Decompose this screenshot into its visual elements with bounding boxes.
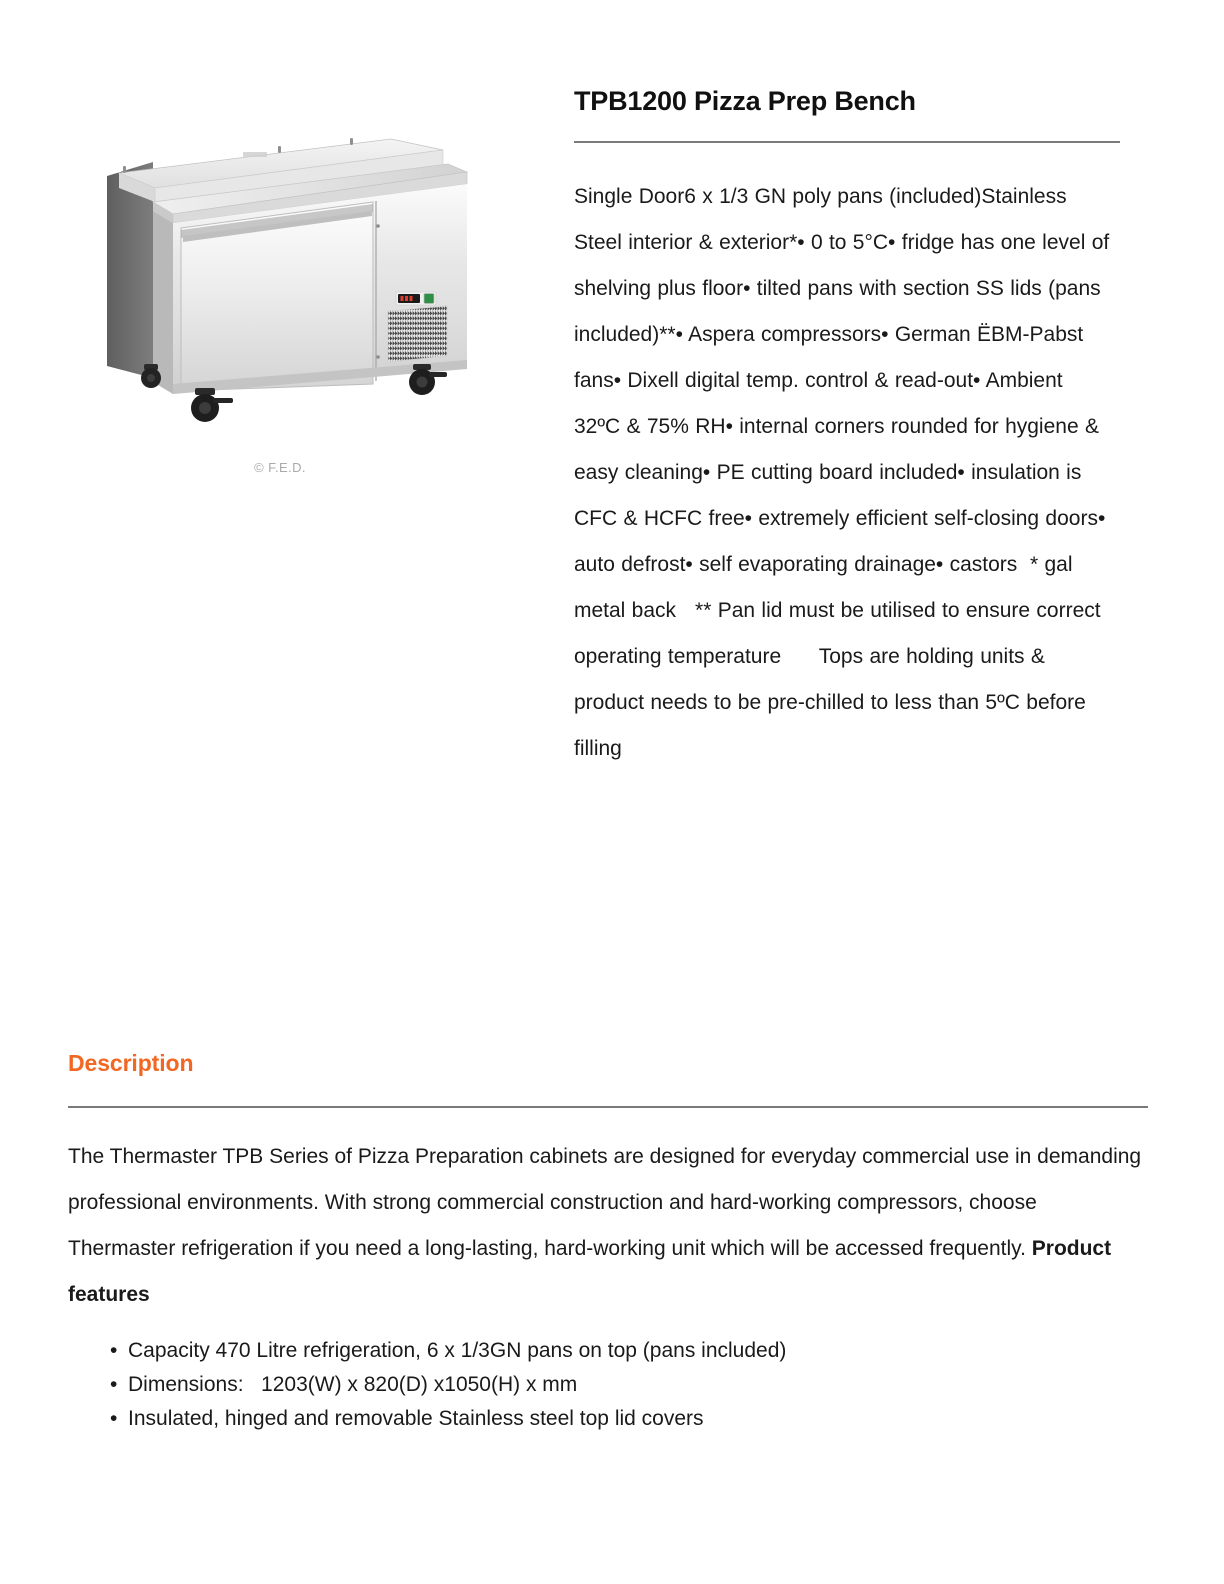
list-item: • Dimensions: 1203(W) x 820(D) x1050(H) x mm <box>110 1368 1190 1402</box>
description-section <box>0 1050 1224 1436</box>
title-divider <box>574 141 1120 143</box>
product-info-column <box>560 0 1120 772</box>
description-heading: Description <box>68 1050 194 1076</box>
product-features-label: Product features <box>68 1237 1112 1306</box>
product-specifications: Single Door6 x 1/3 GN poly pans (included)Stainless Steel interior & exterior*• 0 to 5°C• fridge has one level of shelving plus floor• tilted pans with section SS lids (pans included)**• Aspera compressors• German ËBM-Pabst fans• Dixell digital temp. control & read-out• Ambient 32ºC & 75% RH• internal corners rounded for hygiene & easy cleaning• PE cutting board included• insulation is CFC & HCFC free• extremely efficient self-closing doors• auto defrost• self evaporating drainage• castors * gal metal back ** Pan lid must be utilised to ensure correct operating temperature Tops are holding units & product needs to be pre-chilled to less than 5ºC before filling <box>574 185 1116 760</box>
list-item: • Capacity 470 Litre refrigeration, 6 x 1/3GN pans on top (pans included) <box>110 1334 1190 1368</box>
product-image-column <box>0 0 560 772</box>
pizza-prep-bench-illustration <box>95 126 515 456</box>
image-copyright-caption: © F.E.D. <box>254 460 306 475</box>
product-top-section <box>0 0 1224 772</box>
description-text: The Thermaster TPB Series of Pizza Preparation cabinets are designed for everyday commercial use in demanding professional environments. With strong commercial construction and hard-working compressors, choose Thermaster refrigeration if you need a long-lasting, hard-working unit which will be accessed frequently. <box>68 1145 1142 1260</box>
castor-front-left <box>191 388 233 422</box>
list-item: • Insulated, hinged and removable Stainless steel top lid covers <box>110 1402 1190 1436</box>
page-title: TPB1200 Pizza Prep Bench <box>574 86 916 116</box>
product-image[interactable] <box>95 126 515 456</box>
castor-rear-left <box>141 364 161 388</box>
product-features-list <box>0 1334 1190 1436</box>
description-divider <box>68 1106 1148 1108</box>
description-paragraph <box>68 1134 1148 1318</box>
